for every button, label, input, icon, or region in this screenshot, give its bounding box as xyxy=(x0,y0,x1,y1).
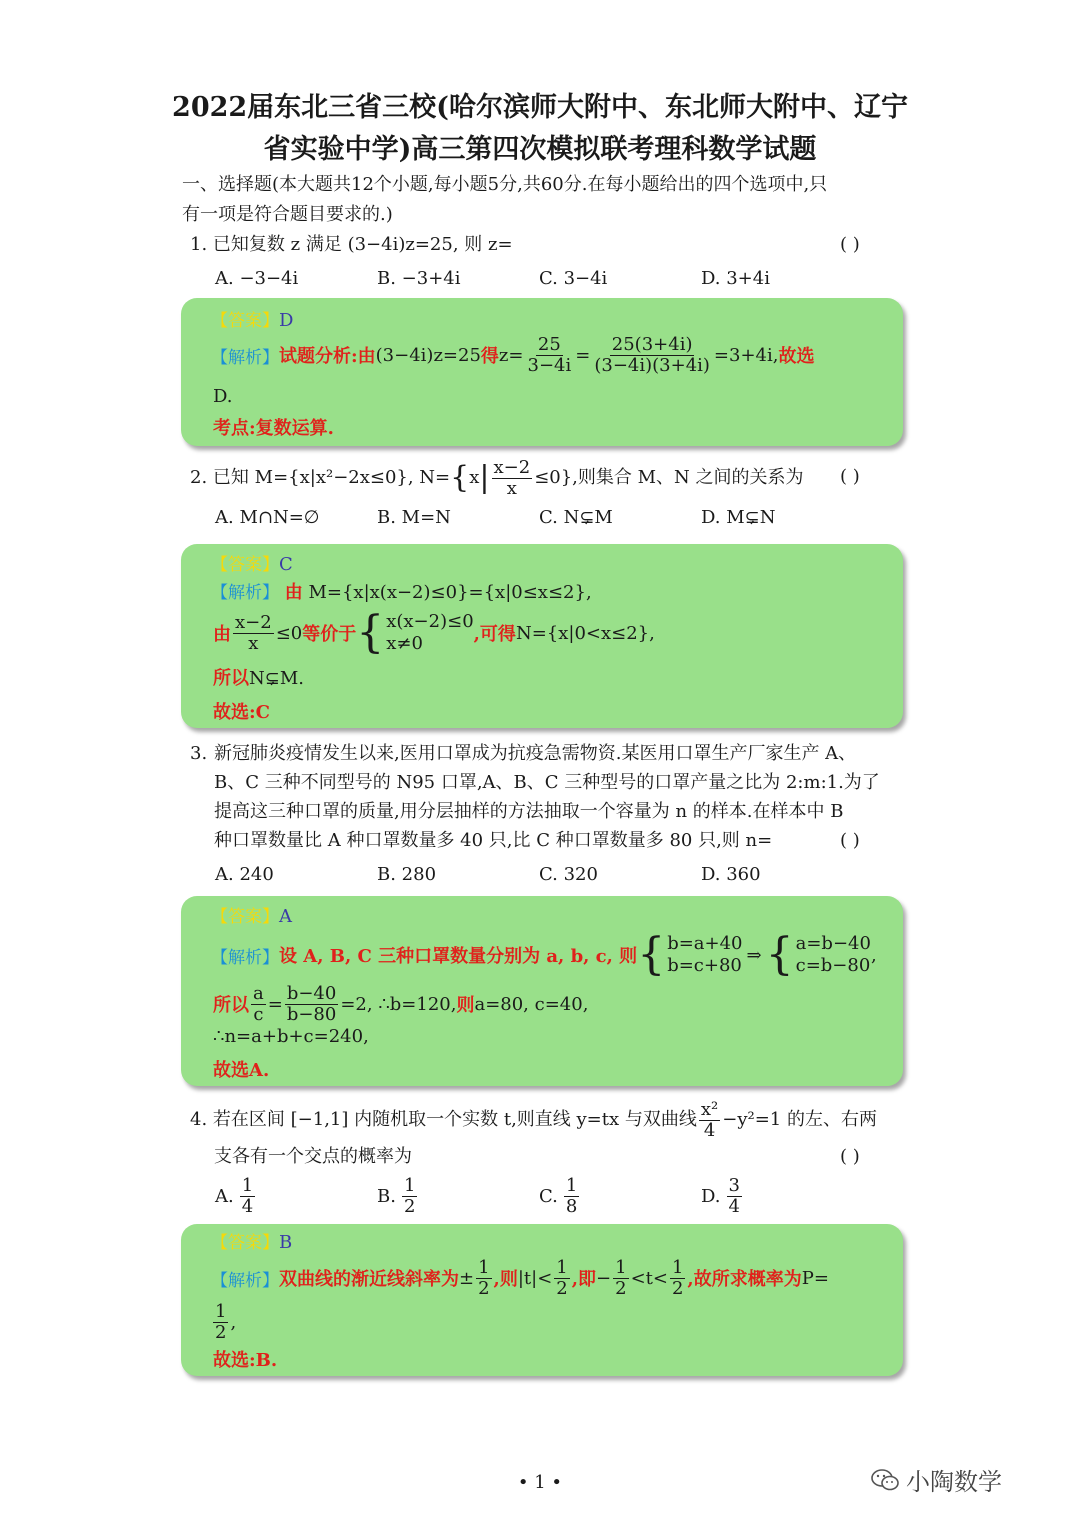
q1-eq1: (3−4i)z=25 xyxy=(375,344,481,366)
q1-option-d: D. 3+4i xyxy=(701,268,770,289)
q4-option-d: D. $\frac{3}{4}$ xyxy=(701,1175,740,1217)
paper-title-line1: 2022届东北三省三校(哈尔滨师大附中、东北师大附中、辽宁 xyxy=(172,92,908,123)
q4-option-c: C. $\frac{1}{8}$ xyxy=(539,1175,578,1217)
q2-text-b: ≤0},则集合 M、N 之间的关系为 xyxy=(534,467,804,488)
q4-analysis-line1: 【解析】 双曲线的渐近线斜率为 ± $\frac{1}{2}$ ,则 |t|< $\frac{1}{2}$ ,即 − $\frac{1}{2}$ <t< $\frac{1}{2}$ ,故所求概率为 P= xyxy=(211,1256,829,1299)
q3-number: 3. xyxy=(190,743,208,764)
q1-option-b: B. −3+4i xyxy=(377,268,461,289)
q4-answer-line xyxy=(211,1228,292,1253)
q1-answer-line xyxy=(211,306,293,331)
q3-option-a: A. 240 xyxy=(215,864,274,885)
analysis-tag: 【解析】 xyxy=(211,583,279,603)
q1-choose: 故选 xyxy=(778,346,815,367)
q2-analysis-fraction: $\frac{x-2}{x}$ xyxy=(235,611,272,654)
q2-option-a: A. M∩N=∅ xyxy=(215,507,320,528)
q1-fraction-1: $\frac{25}{3-4i}$ xyxy=(527,333,572,376)
q3-fraction-2: $\frac{b-40}{b-80}$ xyxy=(286,982,337,1025)
section-header-line1: 一、选择题(本大题共12个小题,每小题5分,共60分.在每小题给出的四个选项中,只 xyxy=(182,174,828,195)
q1-answer-value: D xyxy=(279,310,294,331)
analysis-tag: 【解析】 xyxy=(211,947,279,968)
q3-analysis-line2: 所以 $\frac{a}{c}$ = $\frac{b-40}{b-80}$ =2, ∴b=120, 则 a=80, c=40, xyxy=(213,982,589,1025)
section-header-line2: 有一项是符合题目要求的.) xyxy=(182,204,393,225)
q1-option-c: C. 3−4i xyxy=(539,268,608,289)
q2-inequality-system: { x(x−2)≤0 x≠0 xyxy=(356,607,474,658)
q2-set-fraction: $\frac{x-2}{x}$ xyxy=(493,456,531,499)
paper-title-line2: 省实验中学)高三第四次模拟联考理科数学试题 xyxy=(263,134,817,165)
q3-answer-value: A xyxy=(279,906,292,927)
q4-analysis-line2: $\frac{1}{2}$ , xyxy=(215,1301,237,1343)
q4-number: 4. xyxy=(190,1109,208,1130)
q1-de: 得 xyxy=(480,346,499,367)
answer-tag: 【答案】 xyxy=(211,1233,279,1253)
q2-solution-box xyxy=(181,544,903,728)
q3-analysis-line1: 【解析】 设 A, B, C 三种口罩数量分别为 a, b, c, 则 { b=a+40 b=c+80 ⇒ { a=b−40 c=b−80 , xyxy=(211,929,877,980)
q2-answer-blank: ( ) xyxy=(840,466,860,487)
q4-choose: 故选:B. xyxy=(213,1350,278,1371)
q3-choose: 故选A. xyxy=(213,1060,270,1081)
q4-solution-box xyxy=(181,1224,903,1376)
q3-solution-box xyxy=(181,896,903,1086)
q3-line1: 新冠肺炎疫情发生以来,医用口罩成为抗疫急需物资.某医用口罩生产厂家生产 A、 xyxy=(214,743,857,764)
q1-option-a: A. −3−4i xyxy=(215,268,299,289)
q2-option-d: D. M⊊N xyxy=(701,507,776,528)
q2-number: 2. xyxy=(190,467,208,488)
analysis-tag: 【解析】 xyxy=(211,1270,279,1291)
q4-option-b: B. $\frac{1}{2}$ xyxy=(377,1175,416,1217)
q3-line4: 种口罩数量比 A 种口罩数量多 40 只,比 C 种口罩数量多 80 只,则 n= xyxy=(214,830,773,851)
q3-answer-line xyxy=(211,902,292,927)
q2-option-b: B. M=N xyxy=(377,507,451,528)
q1-point: 考点:复数运算. xyxy=(213,418,334,439)
watermark-text: 小陶数学 xyxy=(906,1468,1002,1496)
q3-analysis-line3: ∴n=a+b+c=240, xyxy=(213,1026,369,1047)
q2-answer-line xyxy=(211,550,293,575)
answer-tag: 【答案】 xyxy=(211,907,279,927)
q3-answer-blank: ( ) xyxy=(840,830,860,851)
q4-option-a: A. $\frac{1}{4}$ xyxy=(215,1175,254,1217)
q3-system-1: { b=a+40 b=c+80 xyxy=(637,929,743,980)
page-number: • 1 • xyxy=(517,1472,563,1493)
q3-line2: B、C 三种不同型号的 N95 口罩,A、B、C 三种型号的口罩产量之比为 2:m:1.为了 xyxy=(214,772,880,793)
q2-stem: 2. 已知 M={x|x²−2x≤0}, N= { x | $\frac{x-2}{x}$ ≤0},则集合 M、N 之间的关系为 xyxy=(190,456,804,499)
wechat-icon xyxy=(870,1468,900,1492)
q3-option-c: C. 320 xyxy=(539,864,598,885)
q1-fraction-2: $\frac{25(3+4i)}{(3-4i)(3+4i)}$ xyxy=(594,333,710,376)
q4-stem-line1: 4. 若在区间 [−1,1] 内随机取一个实数 t,则直线 y=tx 与双曲线 $\frac{\text{x²}}{4}$ −y²=1 的左、右两 xyxy=(190,1098,877,1141)
q2-option-c: C. N⊊M xyxy=(539,507,613,528)
q1-text: 已知复数 z 满足 (3−4i)z=25, 则 z= xyxy=(212,234,513,255)
q2-answer-value: C xyxy=(279,554,293,575)
q1-answer-blank: ( ) xyxy=(840,234,860,255)
q1-analysis-line: 【解析】 试题分析:由 (3−4i)z=25 得 z= $\frac{25}{3-4i}$ = $\frac{25(3+4i)}{(3-4i)(3+4i)}$ =3+4i, 故选 xyxy=(211,333,815,376)
answer-tag: 【答案】 xyxy=(211,311,279,331)
q1-z-eq: z= xyxy=(498,344,524,366)
q3-fraction-1: $\frac{a}{c}$ xyxy=(253,982,264,1025)
watermark xyxy=(870,1462,1002,1497)
q3-option-b: B. 280 xyxy=(377,864,437,885)
q1-stem xyxy=(190,232,513,258)
q1-analysis-intro: 试题分析:由 xyxy=(279,346,376,367)
q4-answer-blank: ( ) xyxy=(840,1146,860,1167)
q2-text-a: 已知 M={x|x²−2x≤0}, N= xyxy=(212,467,451,488)
q1-result: =3+4i, xyxy=(713,344,779,366)
q4-hyperbola-fraction: $\frac{\text{x²}}{4}$ xyxy=(700,1098,719,1141)
q3-line3: 提高这三种口罩的质量,用分层抽样的方法抽取一个容量为 n 的样本.在样本中 B xyxy=(214,801,844,822)
answer-tag: 【答案】 xyxy=(211,555,279,575)
q4-stem-line2: 支各有一个交点的概率为 xyxy=(214,1146,412,1167)
q2-analysis-line3: 所以N⊊M. xyxy=(213,668,304,689)
q1-solution-box xyxy=(181,298,903,446)
q3-system-2: { a=b−40 c=b−80 xyxy=(765,929,871,980)
q4-answer-value: B xyxy=(279,1232,293,1253)
q2-choose: 故选:C xyxy=(213,702,270,723)
q1-choose-letter: D. xyxy=(213,386,233,407)
q2-analysis-line1: 【解析】 由 M={x|x(x−2)≤0}={x|0≤x≤2}, xyxy=(211,582,592,603)
q2-analysis-line2: 由 $\frac{x-2}{x}$ ≤0 等价于 { x(x−2)≤0 x≠0 ,可得 N={x|0<x≤2}, xyxy=(213,607,655,658)
q1-number: 1. xyxy=(190,234,208,255)
analysis-tag: 【解析】 xyxy=(211,347,279,368)
q3-option-d: D. 360 xyxy=(701,864,761,885)
